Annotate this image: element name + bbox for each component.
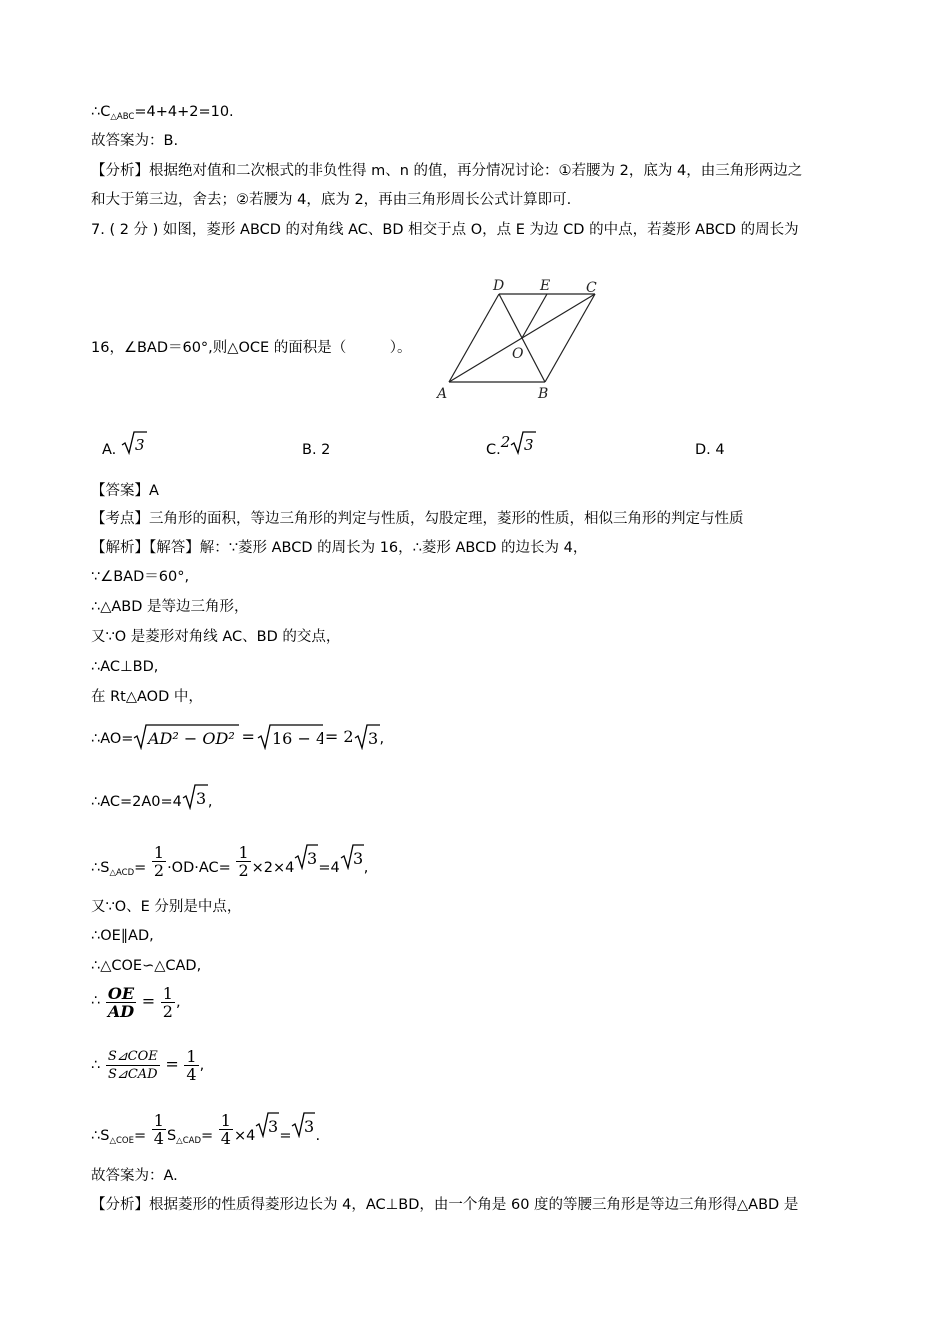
step-12: ∴ $\frac{OE}{AD}$ = $\frac{1}{2}$ , [91, 984, 181, 1021]
rhombus-figure [432, 272, 612, 404]
question-7-line-1: 7. ( 2 分 ) 如图，菱形 ABCD 的对角线 AC、BD 相交于点 O，点 E 为边 CD 的中点，若菱形 ABCD 的周长为 [91, 222, 799, 238]
analysis-line-1: 【分析】根据绝对值和二次根式的非负性得 m、n 的值，再分情况讨论：①若腰为 2，底为 4，由三角形两边之 [91, 163, 803, 179]
fraction: $\frac{1}{2}$ [238, 843, 249, 880]
option-d: D. 4 [695, 442, 725, 458]
label-E: E [540, 278, 551, 294]
step-15: 故答案为：A. [91, 1168, 178, 1184]
svg-text:3: 3 [268, 1117, 279, 1136]
label-O: O [512, 346, 524, 362]
sqrt-sign-icon [510, 430, 536, 456]
sqrt-sign-icon [257, 722, 323, 750]
fraction: $\frac{1}{4}$ [153, 1111, 164, 1148]
step-16-analysis: 【分析】根据菱形的性质得菱形边长为 4，AC⊥BD，由一个角是 60 度的等腰三角形是等边三角形得△ABD 是 [91, 1197, 799, 1213]
sqrt-sign-icon [133, 722, 239, 750]
step-8: $\therefore S_{\triangle ACD}=$ $\frac{1}{2}$ ·OD·AC= $\frac{1}{2}$ ×2×4 3 =4 3 , [91, 843, 369, 880]
analysis-line-2: 和大于第三边，舍去；②若腰为 4，底为 2，再由三角形周长公式计算即可. [91, 192, 572, 208]
step-7: ∴AC=2A0=4 3 , [91, 782, 213, 812]
question-7-line-2: 16，∠BAD＝60°,则△OCE 的面积是（ ）。 [91, 340, 412, 356]
option-c: C.2 3 [486, 437, 536, 463]
label-B: B [538, 386, 549, 402]
label-D: D [493, 278, 505, 294]
step-9: 又∵O、E 分别是中点， [91, 899, 242, 915]
svg-text:AD² − OD²: AD² − OD² [148, 729, 236, 748]
sqrt-sign-icon [340, 842, 364, 870]
step-3: 又∵O 是菱形对角线 AC、BD 的交点， [91, 629, 341, 645]
fraction: $\frac{1}{4}$ [186, 1047, 197, 1084]
svg-text:3: 3 [307, 849, 318, 868]
label-A: A [437, 386, 448, 402]
step-1: ∵∠BAD＝60°, [91, 569, 190, 585]
fraction: $\frac{OE}{AD}$ [107, 984, 135, 1021]
kaodian: 【考点】三角形的面积，等边三角形的判定与性质，勾股定理，菱形的性质，相似三角形的判定与性质 [91, 511, 744, 527]
fraction: $\frac{1}{2}$ [162, 984, 173, 1021]
svg-text:3: 3 [134, 436, 145, 454]
step-4: ∴AC⊥BD, [91, 659, 159, 675]
svg-text:3: 3 [304, 1117, 315, 1136]
step-10: ∴OE∥AD, [91, 928, 154, 944]
step-5: 在 Rt△AOD 中， [91, 689, 203, 705]
step-6: ∴AO= AD² − OD² = 16 − 4 = 2 3 , [91, 722, 384, 752]
sqrt-sign-icon [291, 1110, 315, 1138]
svg-text:3: 3 [367, 729, 378, 748]
svg-text:3: 3 [195, 789, 207, 808]
fraction: $\frac{1}{4}$ [220, 1111, 231, 1148]
label-C: C [586, 280, 597, 296]
step-14: $\therefore S_{\triangle COE}=$ $\frac{1}{4}$ $S_{\triangle CAD}=$ $\frac{1}{4}$ ×4 3 = 3 . [91, 1111, 321, 1148]
step-13: ∴ $\frac{\text{S⊿COE}}{\text{S⊿CAD}}$ = $\frac{1}{4}$ , [91, 1047, 205, 1084]
svg-text:16 − 4: 16 − 4 [271, 729, 323, 748]
fraction: $\frac{\text{S⊿COE}}{\text{S⊿CAD}}$ [107, 1049, 158, 1082]
option-a: A. 3 [102, 437, 147, 463]
sqrt-sign-icon [182, 782, 208, 810]
step-11: ∴△COE∽△CAD, [91, 958, 202, 974]
jiexi: 【解析】【解答】解：∵菱形 ABCD 的周长为 16，∴菱形 ABCD 的边长为 4， [91, 540, 588, 556]
svg-text:3: 3 [524, 436, 534, 454]
sqrt-sign-icon [354, 722, 380, 750]
conclusion-line: $\therefore C_{\triangle ABC}=4+4+2=10$. [91, 104, 234, 122]
option-b: B. 2 [302, 442, 331, 458]
answer-line-prev: 故答案为：B. [91, 133, 179, 149]
sqrt-sign-icon [294, 842, 318, 870]
fraction: $\frac{1}{2}$ [153, 843, 165, 880]
svg-text:3: 3 [352, 849, 363, 868]
sqrt-sign-icon [121, 430, 147, 456]
step-2: ∴△ABD 是等边三角形， [91, 599, 249, 615]
answer: 【答案】A [91, 483, 159, 499]
sqrt-sign-icon [255, 1110, 279, 1138]
